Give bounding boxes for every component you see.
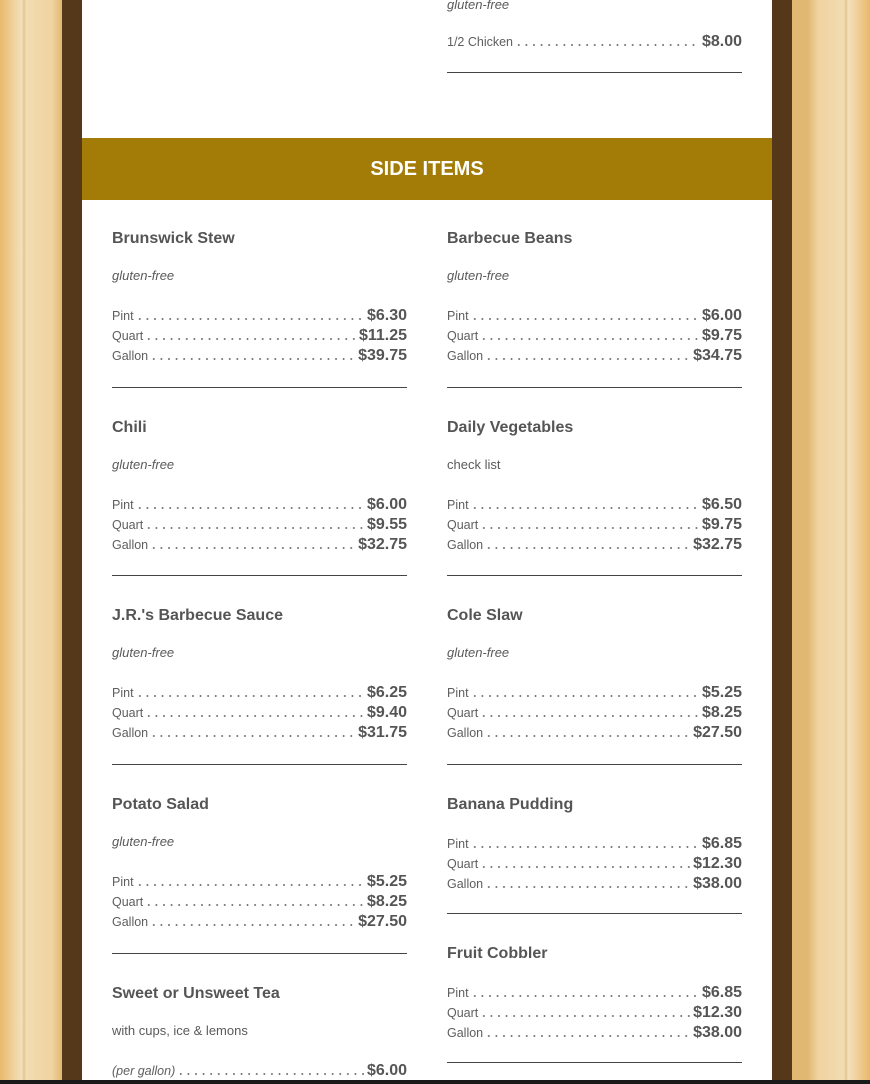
price: $34.75	[693, 347, 742, 364]
price-row	[447, 326, 742, 346]
price-row	[447, 683, 742, 703]
price: $6.00	[366, 496, 407, 513]
dot-leader	[471, 695, 700, 697]
price-list	[112, 683, 407, 743]
dot-leader	[471, 507, 700, 509]
dot-leader	[136, 507, 365, 509]
menu-item-cole-slaw	[447, 606, 742, 743]
item-note: with cups, ice & lemons	[112, 1023, 248, 1038]
price-row	[112, 1061, 407, 1081]
price: $12.30	[693, 1004, 742, 1021]
item-note: check list	[447, 457, 501, 472]
price-row	[447, 703, 742, 723]
price: $6.00	[701, 307, 742, 324]
price-row	[112, 515, 407, 535]
price-row	[447, 515, 742, 535]
price-list	[112, 495, 407, 555]
price-list	[447, 983, 742, 1043]
item-name: Brunswick Stew	[112, 230, 235, 247]
price-row	[112, 912, 407, 932]
size-label: Gallon	[112, 726, 149, 740]
window-bottom-edge	[0, 1080, 870, 1084]
price-row	[112, 495, 407, 515]
size-label: Pint	[447, 986, 469, 1000]
price: $8.25	[701, 704, 742, 721]
dot-leader	[485, 358, 691, 360]
price-list	[447, 306, 742, 366]
price: $38.00	[693, 875, 742, 892]
item-note: gluten-free	[447, 268, 510, 283]
item-note: gluten-free	[447, 645, 510, 660]
price-row	[112, 326, 407, 346]
dot-leader	[150, 924, 356, 926]
dot-leader	[136, 884, 365, 886]
price-list	[112, 306, 407, 366]
price: $8.25	[366, 893, 407, 910]
price: $38.00	[693, 1024, 742, 1041]
price: $6.25	[366, 684, 407, 701]
item-divider	[112, 953, 407, 954]
dot-leader	[150, 547, 356, 549]
size-label: Quart	[112, 329, 144, 343]
price: $11.25	[358, 327, 407, 344]
price-row	[447, 495, 742, 515]
section-header: SIDE ITEMS	[82, 138, 772, 200]
size-label: Quart	[112, 518, 144, 532]
size-label: Quart	[447, 857, 479, 871]
price: $6.50	[701, 496, 742, 513]
price-row	[447, 723, 742, 743]
price-list	[112, 1061, 407, 1081]
item-name: Sweet or Unsweet Tea	[112, 985, 280, 1002]
dot-leader	[145, 527, 365, 529]
item-note: gluten-free	[112, 268, 175, 283]
item-name: Cole Slaw	[447, 607, 523, 624]
price-list	[447, 834, 742, 894]
item-note: gluten-free	[447, 0, 510, 12]
menu-item-barbecue-beans	[447, 229, 742, 366]
size-label: Gallon	[447, 726, 484, 740]
dot-leader	[485, 886, 691, 888]
price-row	[112, 892, 407, 912]
price: $5.25	[366, 873, 407, 890]
price-row	[447, 983, 742, 1003]
price-row	[447, 535, 742, 555]
size-label: Pint	[447, 309, 469, 323]
dot-leader	[480, 527, 700, 529]
price-row	[112, 535, 407, 555]
price: $32.75	[358, 536, 407, 553]
price: $31.75	[358, 724, 407, 741]
item-divider	[447, 913, 742, 914]
size-label: Pint	[112, 498, 134, 512]
price-row	[112, 346, 407, 366]
price-row	[447, 854, 742, 874]
price: $6.85	[701, 835, 742, 852]
dot-leader	[145, 904, 365, 906]
item-note: gluten-free	[112, 645, 175, 660]
menu-item-chili	[112, 418, 407, 555]
size-label: Quart	[447, 706, 479, 720]
item-name: Daily Vegetables	[447, 419, 574, 436]
price: $27.50	[693, 724, 742, 741]
size-label: Pint	[447, 686, 469, 700]
dot-leader	[480, 338, 700, 340]
price-row	[112, 703, 407, 723]
item-note: gluten-free	[112, 457, 175, 472]
item-divider	[112, 387, 407, 388]
item-divider	[447, 72, 742, 73]
price-row	[447, 32, 742, 52]
size-label: Pint	[112, 309, 134, 323]
menu-item-potato-salad	[112, 795, 407, 932]
price: $6.00	[366, 1062, 407, 1079]
item-divider	[447, 575, 742, 576]
dot-leader	[136, 695, 365, 697]
price: $9.55	[366, 516, 407, 533]
price: $8.00	[701, 33, 742, 50]
item-note: gluten-free	[112, 834, 175, 849]
price-row	[447, 306, 742, 326]
price-row	[447, 874, 742, 894]
dot-leader	[471, 995, 700, 997]
dot-leader	[471, 318, 700, 320]
size-label: Gallon	[447, 1026, 484, 1040]
menu-item-tea	[112, 984, 407, 1081]
menu-item-daily-vegetables	[447, 418, 742, 555]
size-label: Quart	[447, 329, 479, 343]
price: $32.75	[693, 536, 742, 553]
item-name: Chili	[112, 419, 147, 436]
size-label: 1/2 Chicken	[447, 35, 514, 49]
item-divider	[112, 764, 407, 765]
size-label: Quart	[447, 1006, 479, 1020]
dot-leader	[145, 715, 365, 717]
dot-leader	[471, 846, 700, 848]
price-list	[447, 495, 742, 555]
size-label: Quart	[112, 706, 144, 720]
price: $6.85	[701, 984, 742, 1001]
price-row	[112, 872, 407, 892]
price-list	[112, 872, 407, 932]
price-row	[112, 723, 407, 743]
dot-leader	[177, 1073, 365, 1075]
item-divider	[447, 1062, 742, 1063]
dot-leader	[485, 547, 691, 549]
menu-item-barbecue-sauce	[112, 606, 407, 743]
price-row	[447, 1023, 742, 1043]
menu-item-brunswick-stew	[112, 229, 407, 366]
size-label: Quart	[447, 518, 479, 532]
price-row	[447, 834, 742, 854]
dot-leader	[485, 735, 691, 737]
dot-leader	[480, 1015, 691, 1017]
size-label: Gallon	[447, 538, 484, 552]
menu-item-banana-pudding	[447, 795, 742, 894]
item-name: Banana Pudding	[447, 796, 574, 813]
dot-leader	[145, 338, 357, 340]
dot-leader	[150, 358, 356, 360]
price: $6.30	[366, 307, 407, 324]
dot-leader	[136, 318, 365, 320]
dot-leader	[515, 44, 700, 46]
item-name: Barbecue Beans	[447, 230, 573, 247]
price-row	[112, 306, 407, 326]
size-label: (per gallon)	[112, 1064, 176, 1078]
price-list	[447, 683, 742, 743]
item-name: J.R.'s Barbecue Sauce	[112, 607, 283, 624]
size-label: Gallon	[112, 915, 149, 929]
size-label: Pint	[112, 686, 134, 700]
menu-item-partial	[447, 32, 742, 52]
price: $9.75	[701, 516, 742, 533]
dot-leader	[480, 715, 700, 717]
price-row	[112, 683, 407, 703]
item-name: Fruit Cobbler	[447, 945, 548, 962]
price: $9.40	[366, 704, 407, 721]
price-row	[447, 1003, 742, 1023]
item-divider	[447, 387, 742, 388]
dot-leader	[480, 866, 691, 868]
item-divider	[112, 575, 407, 576]
price: $9.75	[701, 327, 742, 344]
size-label: Gallon	[112, 349, 149, 363]
size-label: Gallon	[447, 349, 484, 363]
price: $27.50	[358, 913, 407, 930]
dot-leader	[485, 1035, 691, 1037]
price: $12.30	[693, 855, 742, 872]
price: $5.25	[701, 684, 742, 701]
size-label: Pint	[447, 837, 469, 851]
size-label: Gallon	[112, 538, 149, 552]
size-label: Pint	[447, 498, 469, 512]
size-label: Pint	[112, 875, 134, 889]
item-divider	[447, 764, 742, 765]
price-row	[447, 346, 742, 366]
size-label: Gallon	[447, 877, 484, 891]
price: $39.75	[358, 347, 407, 364]
dot-leader	[150, 735, 356, 737]
menu-item-fruit-cobbler	[447, 944, 742, 1043]
size-label: Quart	[112, 895, 144, 909]
item-name: Potato Salad	[112, 796, 209, 813]
